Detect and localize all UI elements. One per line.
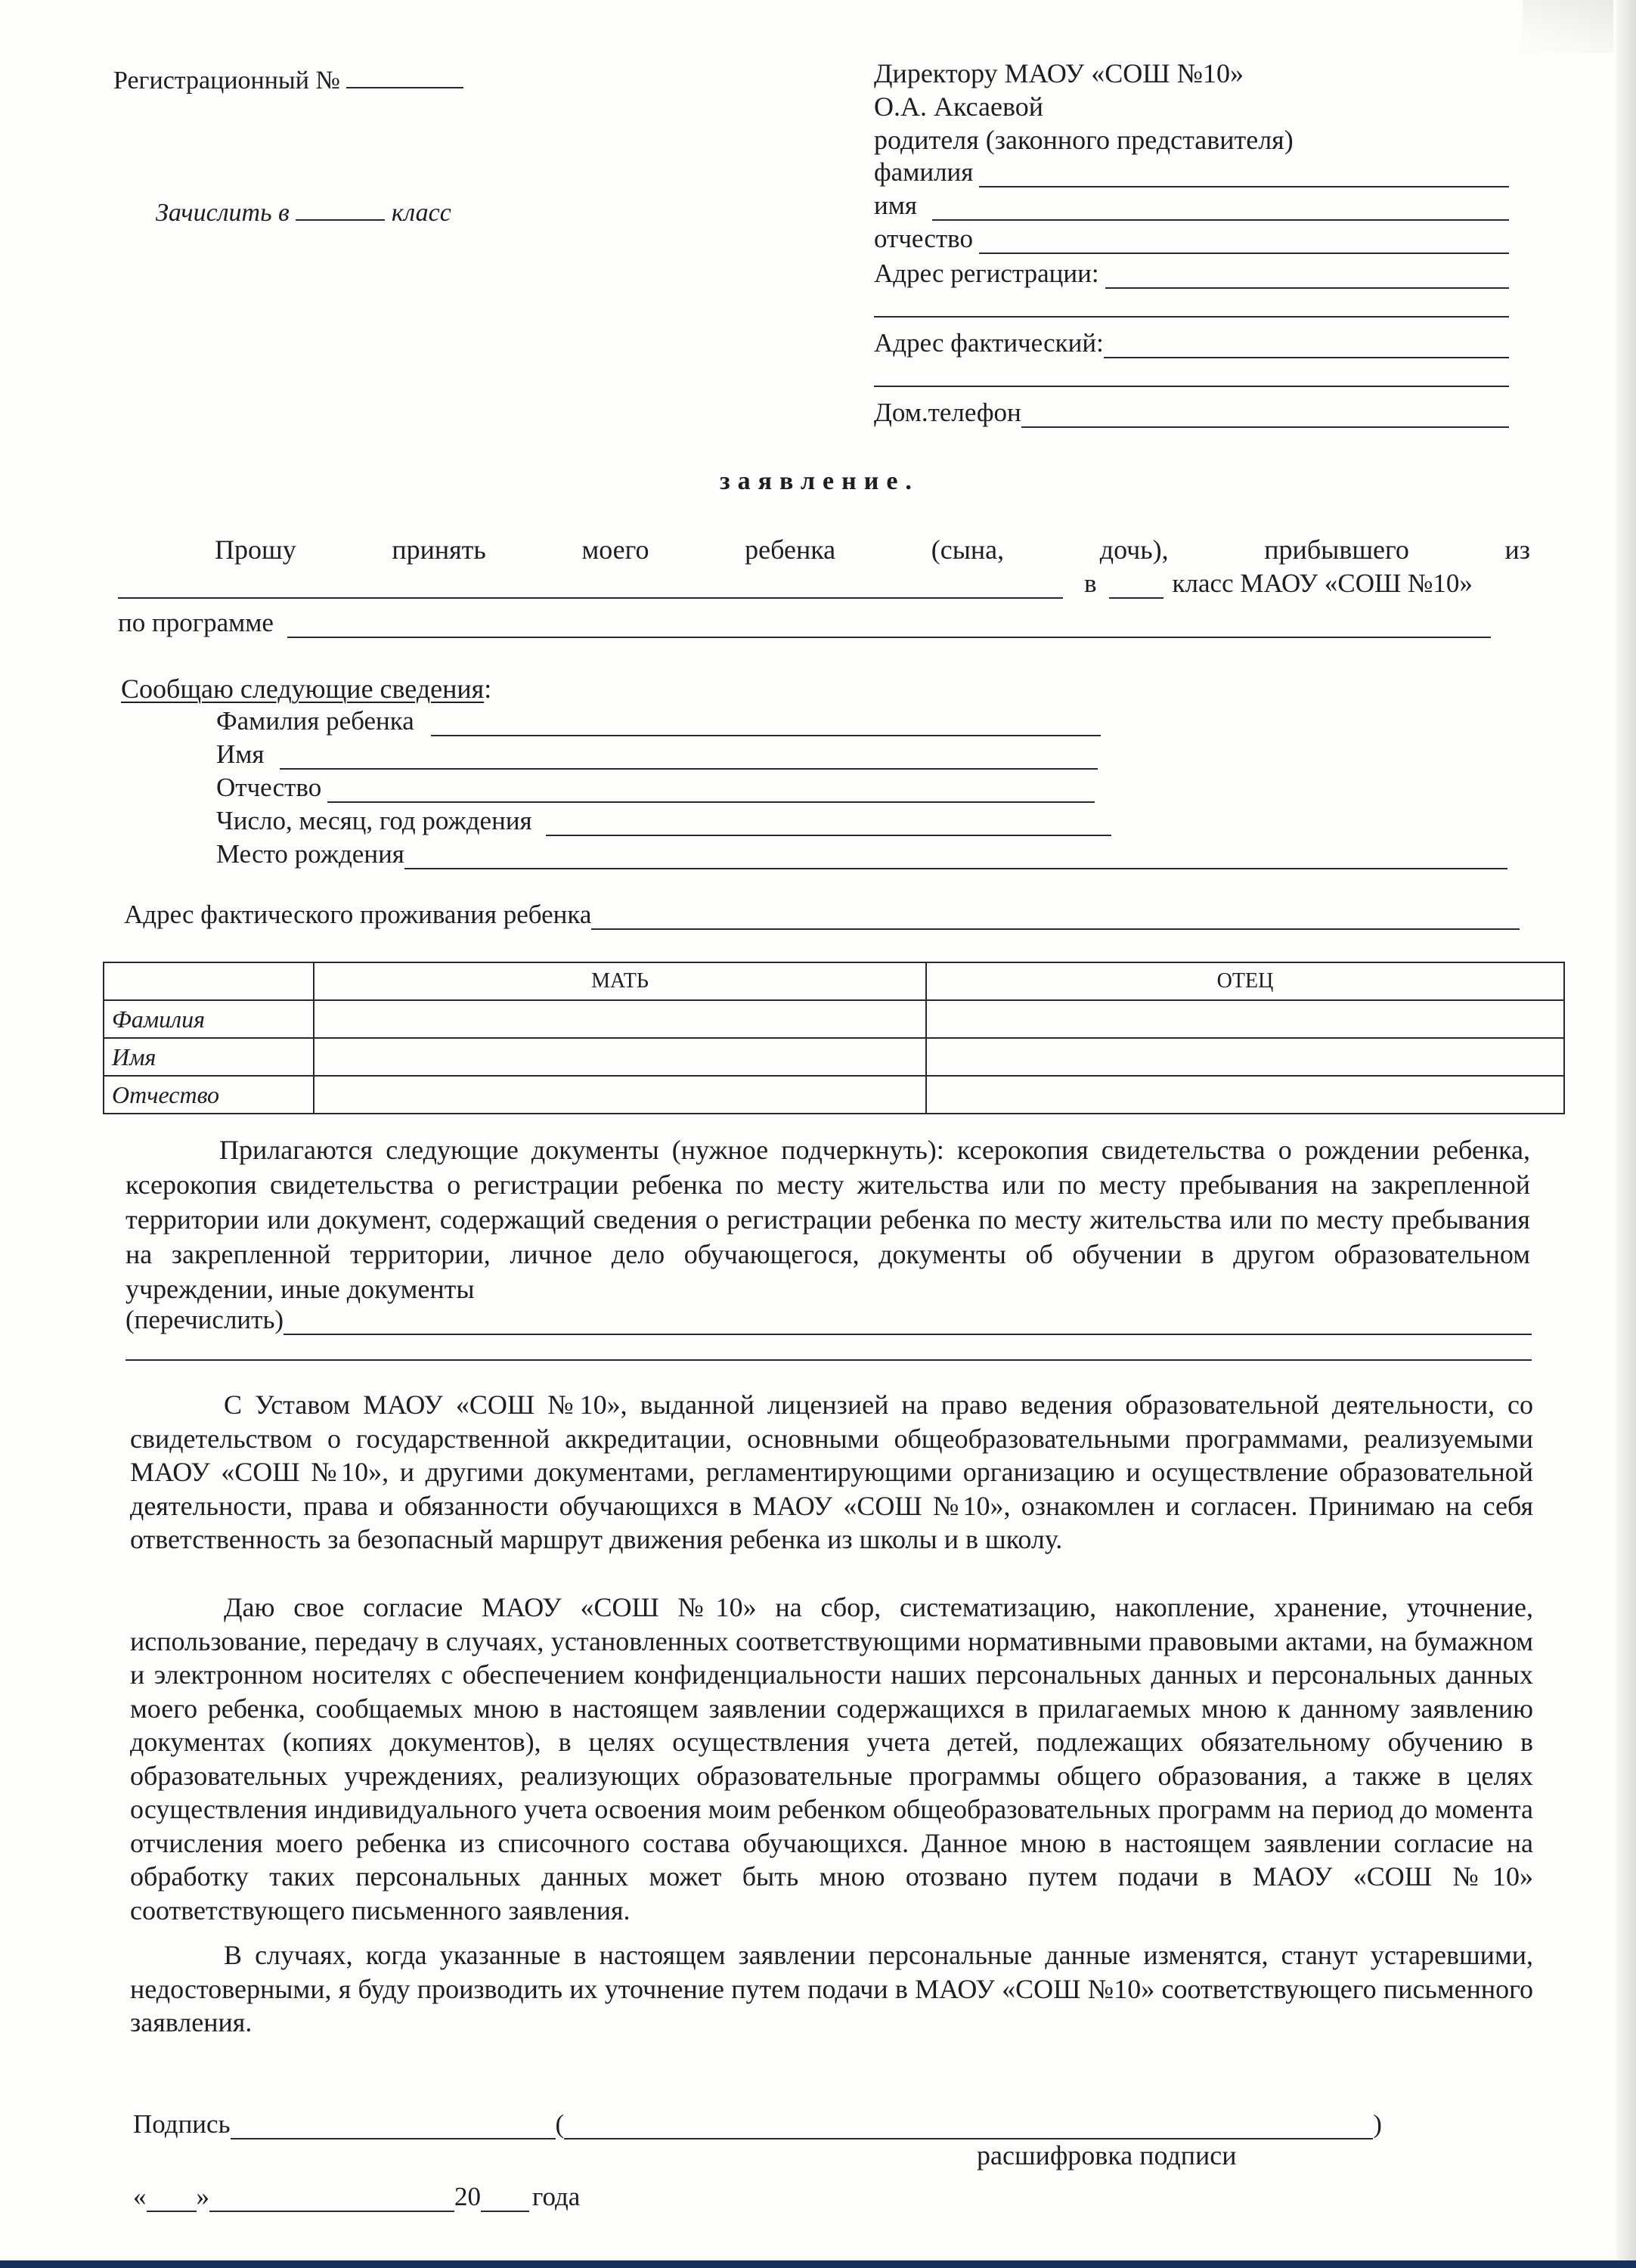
program-label: по программе [118, 608, 274, 637]
heading-colon: : [484, 674, 492, 704]
documents-list-row-2 [125, 1337, 1532, 1361]
close-paren: ) [1373, 2109, 1382, 2139]
signature-field[interactable] [231, 2118, 556, 2139]
open-paren: ( [555, 2109, 565, 2139]
child-name-label: Имя [216, 739, 265, 769]
actual-address-row [874, 328, 1509, 358]
table-header-mother: МАТЬ [314, 962, 926, 1000]
parents-table [103, 962, 1565, 1114]
request-word: моего [581, 534, 649, 565]
enroll-note [156, 199, 451, 228]
year-suffix: года [532, 2182, 581, 2211]
parent-patronymic-row [874, 224, 1509, 254]
request-word: (сына, [931, 534, 1005, 565]
parent-surname-field[interactable] [979, 163, 1509, 187]
table-header-father: ОТЕЦ [926, 962, 1564, 1000]
child-info-heading-text: Сообщаю следующие сведения [121, 674, 485, 704]
child-patronymic-label: Отчество [216, 773, 322, 802]
mother-patronymic-cell[interactable] [314, 1076, 926, 1114]
documents-list-field-2[interactable] [125, 1337, 1532, 1361]
child-address-field[interactable] [591, 906, 1520, 930]
father-name-cell[interactable] [926, 1038, 1564, 1076]
addressee-line-3: родителя (законного представителя) [874, 125, 1294, 155]
registration-label: Регистрационный № [113, 67, 340, 94]
reg-address-row [874, 259, 1509, 289]
request-word: прибывшего [1264, 534, 1409, 565]
parent-surname-row [874, 157, 1509, 187]
scan-edge [1616, 0, 1636, 2268]
addressee-line-1: Директору МАОУ «СОШ №10» [874, 58, 1244, 88]
date-close-quote: » [196, 2182, 209, 2211]
request-word: принять [392, 534, 486, 565]
request-word: Прошу [215, 534, 296, 565]
parent-name-row [874, 191, 1509, 221]
month-field[interactable] [209, 2191, 454, 2212]
parent-name-label: имя [874, 191, 917, 220]
enroll-class-field[interactable] [296, 200, 385, 221]
request-word: дочь), [1099, 534, 1169, 565]
birth-place-label: Место рождения [216, 839, 404, 869]
date-row [133, 2182, 738, 2212]
reg-address-field-2[interactable] [874, 293, 1509, 318]
request-word: из [1504, 534, 1530, 565]
mother-name-cell[interactable] [314, 1038, 926, 1076]
enroll-suffix: класс [391, 199, 451, 227]
child-address-row [124, 900, 1520, 930]
row-label-name: Имя [104, 1038, 314, 1076]
birth-date-label: Число, месяц, год рождения [216, 806, 532, 835]
child-surname-row [216, 706, 1101, 736]
consent-paragraph: Даю свое согласие МАОУ «СОШ №10» на сбор, систематизацию, накопление, хранение, уточнение, использование, передачу в случаях, установленных соответствующими нормативными правовыми актами, на бумажном и электронном носителях с обеспечением конфиденциальности наших персональных данных и персональных данных моего ребенка, сообщаемых мною в настоящем заявлении содержащихся в прилагаемых мною к данному заявлению документах (копиях документов), в целях осуществления учета детей, подлежащих обязательному обучению в образовательных учреждениях, реализующих образовательные программы общего образования, а также в целях осуществления индивидуального учета освоения моим ребенком общеобразовательных программ на период до момента отчисления моего ребенка из списочного состава обучающихся. Данное мною в настоящем заявлении согласие на обработку таких персональных данных может быть мною отозвано путем подачи в МАОУ «СОШ №10» соответствующего письменного заявления. [130, 1592, 1533, 1926]
table-row [104, 1076, 1564, 1114]
signature-row [133, 2109, 1388, 2139]
child-address-label: Адрес фактического проживания ребенка [124, 900, 592, 929]
charter-paragraph: С Уставом МАОУ «СОШ №10», выданной лицензией на право ведения образовательной деятельности, со свидетельством о государственной аккредитации, основными общеобразовательными программами, реализуемыми МАОУ «СОШ №10», и другими документами, регламентирующими организацию и осуществление образовательной деятельности, права и обязанности обучающихся в МАОУ «СОШ №10», ознакомлен и согласен. Принимаю на себя ответственность за безопасный маршрут движения ребенка из школы и в школу. [130, 1390, 1533, 1554]
documents-list-field[interactable] [284, 1311, 1532, 1335]
table-row [104, 1038, 1564, 1076]
birth-place-field[interactable] [404, 845, 1507, 869]
father-surname-cell[interactable] [926, 1000, 1564, 1038]
class-number-field[interactable] [1109, 578, 1163, 599]
documents-list-row [125, 1305, 1532, 1335]
reg-address-row-2 [874, 293, 1509, 318]
actual-address-row-2 [874, 363, 1509, 387]
mother-surname-cell[interactable] [314, 1000, 926, 1038]
child-patronymic-row [216, 773, 1095, 803]
page-corner-fold [1523, 0, 1613, 53]
enroll-prefix: Зачислить в [156, 199, 290, 227]
home-phone-row [874, 398, 1509, 428]
date-open-quote: « [133, 2182, 147, 2211]
father-patronymic-cell[interactable] [926, 1076, 1564, 1114]
birth-date-row [216, 806, 1111, 836]
signature-decode-field[interactable] [564, 2118, 1373, 2139]
class-label: класс МАОУ «СОШ №10» [1172, 569, 1473, 598]
child-info-heading [121, 673, 491, 705]
in-label: в [1084, 569, 1097, 598]
reg-address-field[interactable] [1105, 265, 1509, 289]
document-title: заявление. [720, 467, 919, 495]
child-patronymic-field[interactable] [327, 779, 1095, 803]
program-row [118, 608, 1491, 638]
documents-list-label: (перечислить) [125, 1305, 284, 1334]
parent-patronymic-label: отчество [874, 224, 973, 253]
home-phone-label: Дом.телефон [874, 398, 1021, 427]
row-label-surname: Фамилия [104, 1000, 314, 1038]
decode-label: расшифровка подписи [977, 2140, 1237, 2170]
documents-paragraph: Прилагаются следующие документы (нужное подчеркнуть): ксерокопия свидетельства о рождении ребенка, ксерокопия свидетельства о регистрации ребенка по месту жительства или по месту пребывания на закрепленной территории или документ, содержащий сведения о регистрации ребенка по месту жительства или по месту пребывания на закрепленной территории, личное дело обучающегося, документы об обучении в другом образовательном учреждении, иные документы [125, 1135, 1530, 1304]
child-name-row [216, 739, 1098, 770]
scan-bottom-edge [0, 2260, 1636, 2268]
row-label-patronymic: Отчество [104, 1076, 314, 1114]
request-line-2 [118, 569, 1524, 599]
addressee-line-2: О.А. Аксаевой [874, 91, 1043, 122]
parent-patronymic-field[interactable] [979, 230, 1509, 254]
arrived-from-field[interactable] [118, 578, 1063, 599]
registration-number [113, 67, 463, 95]
table-header-row [104, 962, 1564, 1000]
actual-address-field-2[interactable] [874, 363, 1509, 387]
reg-address-label: Адрес регистрации: [874, 259, 1099, 288]
year-field[interactable] [481, 2191, 529, 2212]
table-row [104, 1000, 1564, 1038]
birth-place-row [216, 839, 1507, 869]
child-name-field[interactable] [280, 745, 1098, 770]
actual-address-label: Адрес фактический: [874, 328, 1104, 358]
home-phone-field[interactable] [1021, 404, 1509, 428]
parent-surname-label: фамилия [874, 157, 974, 187]
child-surname-field[interactable] [431, 712, 1101, 736]
table-header-empty [104, 962, 314, 1000]
birth-date-field[interactable] [546, 812, 1111, 836]
day-field[interactable] [147, 2191, 197, 2212]
actual-address-field[interactable] [1104, 334, 1509, 358]
request-word: ребенка [745, 534, 836, 565]
registration-field[interactable] [346, 67, 463, 88]
child-surname-label: Фамилия ребенка [216, 706, 414, 736]
year-prefix: 20 [454, 2182, 481, 2211]
program-field[interactable] [287, 614, 1491, 638]
parent-name-field[interactable] [932, 197, 1509, 221]
signature-label: Подпись [133, 2109, 231, 2139]
request-line-1 [215, 534, 1530, 565]
changes-paragraph: В случаях, когда указанные в настоящем заявлении персональные данные изменятся, станут устаревшими, недостоверными, я буду производить их уточнение путем подачи в МАОУ «СОШ №10» соответствующего письменного заявления. [130, 1940, 1533, 2037]
